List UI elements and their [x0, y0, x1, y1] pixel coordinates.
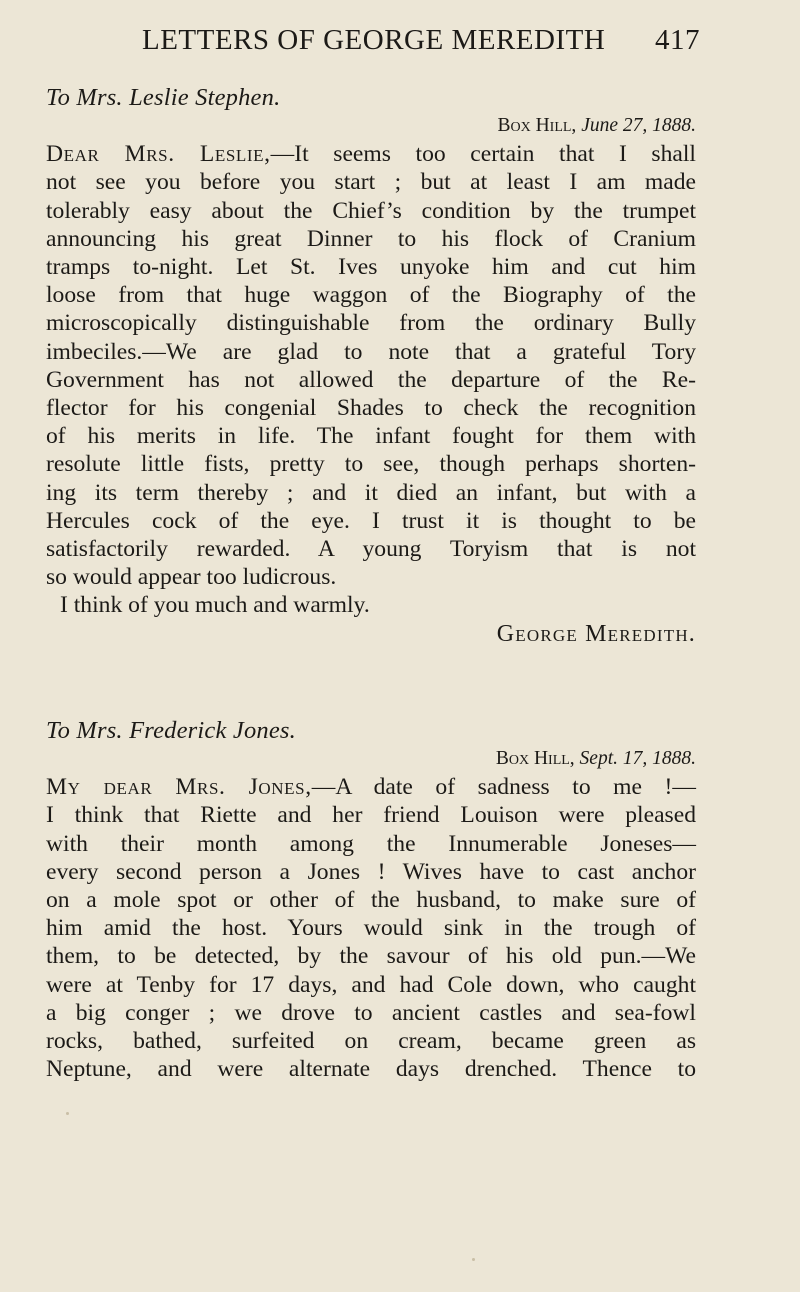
letter-recipient-heading: To Mrs. Leslie Stephen. — [46, 84, 281, 111]
letter-signature: George Meredith. — [496, 620, 696, 647]
running-head-title: LETTERS OF GEORGE MEREDITH — [142, 24, 606, 56]
text-line: imbeciles.—We are glad to note that a grateful Tory — [46, 338, 696, 365]
letter-recipient-heading: To Mrs. Frederick Jones. — [46, 717, 296, 744]
text-line: ing its term thereby ; and it died an infant, but with a — [46, 479, 696, 506]
paper-speck — [472, 1258, 475, 1261]
text-line: loose from that huge waggon of the Biography of the — [46, 282, 696, 309]
letter-closing: I think of you much and warmly. — [60, 592, 370, 619]
letter-place: Box Hill, — [495, 748, 575, 770]
text-line: rocks, bathed, surfeited on cream, became green as — [46, 1028, 696, 1055]
text-line: Dear Mrs. Leslie,—It seems too certain that I shall — [46, 141, 696, 168]
letter-salutation: My dear Mrs. Jones, — [46, 774, 312, 801]
text-line: of his merits in life. The infant fought for them with — [46, 423, 696, 450]
letter-date: Sept. 17, 1888. — [579, 748, 696, 770]
letter-place: Box Hill, — [497, 115, 577, 137]
text-line: My dear Mrs. Jones,—A date of sadness to me !— — [46, 774, 696, 801]
text-line: Hercules cock of the eye. I trust it is thought to be — [46, 507, 696, 534]
letter-to-mrs-leslie-stephen — [46, 84, 696, 648]
letter-date: June 27, 1888. — [581, 115, 696, 137]
text-line: every second person a Jones ! Wives have to cast anchor — [46, 858, 696, 885]
text-line: resolute little fists, pretty to see, though perhaps shorten- — [46, 451, 696, 478]
letter-salutation: Dear Mrs. Leslie, — [46, 141, 271, 168]
text-line: on a mole spot or other of the husband, to make sure of — [46, 887, 696, 914]
page-number: 417 — [655, 24, 700, 56]
text-line: them, to be detected, by the savour of his old pun.—We — [46, 943, 696, 970]
paper-speck — [66, 1112, 69, 1115]
letter-place-date — [46, 112, 696, 140]
text-line: were at Tenby for 17 days, and had Cole down, who caught — [46, 971, 696, 998]
text-line: I think that Riette and her friend Louison were pleased — [46, 802, 696, 829]
text-line: him amid the host. Yours would sink in the trough of — [46, 915, 696, 942]
text-line: a big conger ; we drove to ancient castles and sea-fowl — [46, 999, 696, 1026]
text-line: tramps to-night. Let St. Ives unyoke him and cut him — [46, 254, 696, 281]
text-line: not see you before you start ; but at least I am made — [46, 169, 696, 196]
letter-body — [46, 773, 696, 1083]
text-line: with their month among the Innumerable Joneses— — [46, 830, 696, 857]
text-line: so would appear too ludicrous. — [46, 564, 337, 591]
text-line: announcing his great Dinner to his flock of Cranium — [46, 225, 696, 252]
text-line: Neptune, and were alternate days drenched. Thence to — [46, 1056, 696, 1083]
letter-place-date — [46, 745, 696, 773]
text-line: microscopically distinguishable from the ordinary Bully — [46, 310, 696, 337]
text-line: tolerably easy about the Chief’s condition by the trumpet — [46, 197, 696, 224]
text-line: satisfactorily rewarded. A young Toryism that is not — [46, 536, 696, 563]
text-line: flector for his congenial Shades to check the recognition — [46, 395, 696, 422]
text-line: Government has not allowed the departure of the Re- — [46, 366, 696, 393]
letter-body — [46, 140, 696, 591]
letter-to-mrs-frederick-jones — [46, 717, 696, 1083]
